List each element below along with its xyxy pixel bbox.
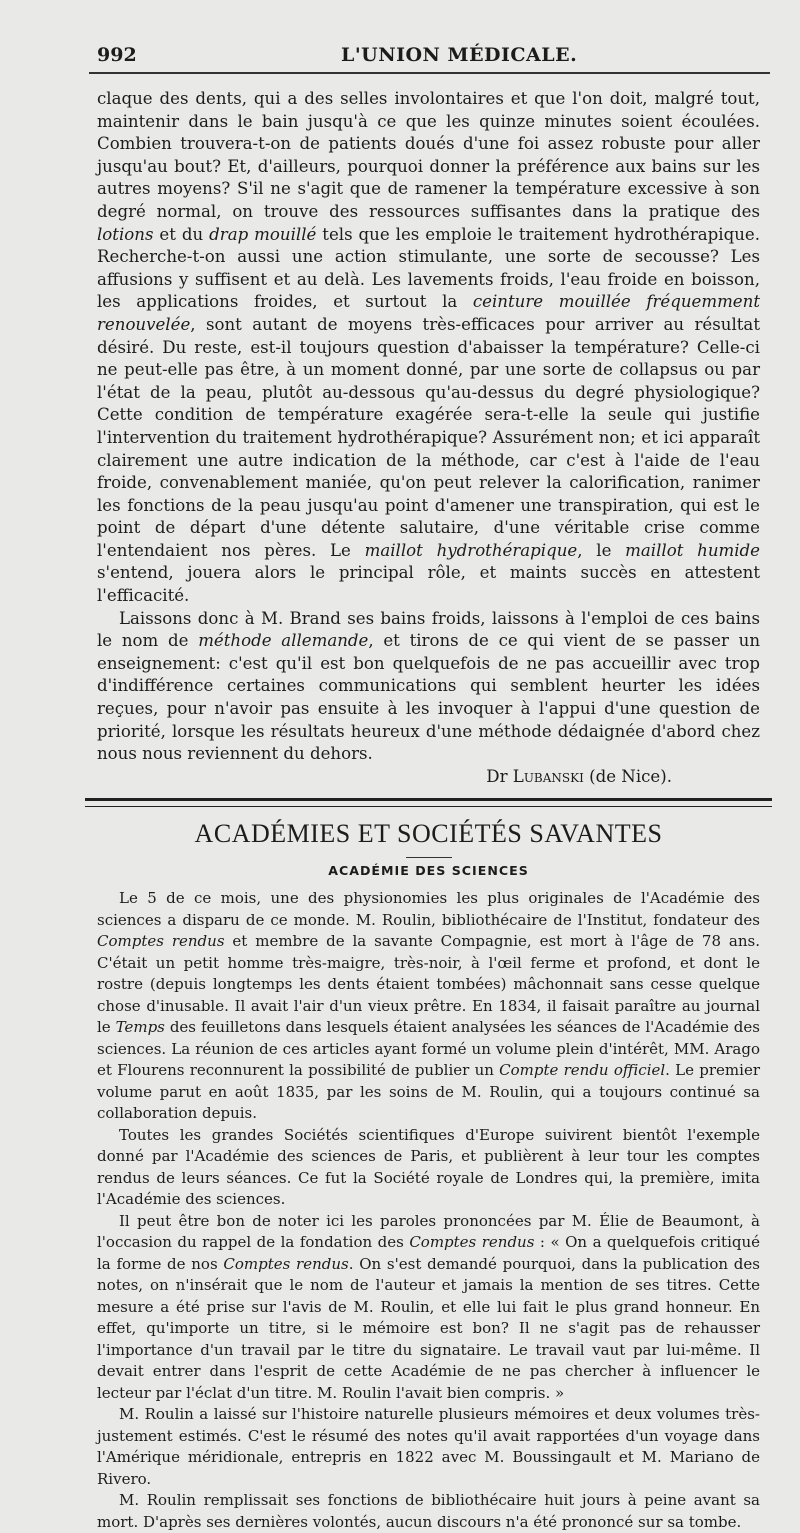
header-rule — [89, 72, 770, 74]
section-title: ACADÉMIES ET SOCIÉTÉS SAVANTES — [194, 819, 663, 849]
page-number: 992 — [97, 44, 137, 66]
academie-paragraph-4: M. Roulin a laissé sur l'histoire naturelle plusieurs mémoires et deux volumes très-justement estimés. C'est le résumé des notes qu'il avait rapportées d'un voyage dans l'Amérique méridionale, entrepris en 1822 avec M. Boussingault et M. Mariano de Rivero. — [97, 1405, 760, 1488]
journal-title: L'UNION MÉDICALE. — [341, 44, 578, 66]
title-rule — [406, 857, 452, 858]
author-signature: Dr Lubanski (de Nice). — [486, 766, 672, 786]
article-paragraph-2: Laissons donc à M. Brand ses bains froids, laissons à l'emploi de ces bains le nom de méthode allemande, et tirons de ce qui vient de se passer un enseignement: c'est qu'il est bon quelquefois de ne pas accueillir avec trop d'indifférence certaines communications qui semblent heurter les idées reçues, pour n'avoir pas ensuite à les invoquer à l'appui d'une question de priorité, lorsque les résultats heureux d'une méthode dédaignée d'abord chez nous nous reviennent du dehors. — [97, 608, 761, 764]
academie-paragraph-1: Le 5 de ce mois, une des physionomies les plus originales de l'Académie des sciences a disparu de ce monde. M. Roulin, bibliothécaire de l'Institut, fondateur des Comptes rendus et membre de la savante Compagnie, est mort à l'âge de 78 ans. C'était un petit homme très-maigre, très-noir, à l'œil ferme et profond, et dont le rostre (depuis longtemps les dents étaient tombées) mâchonnait sans cesse quelque chose d'inusable. Il avait l'air d'un vieux prêtre. En 1834, il faisait paraître au journal le Temps des feuilletons dans lesquels étaient analysées les séances de l'Académie des sciences. La réunion de ces articles ayant formé un volume plein d'intérêt, MM. Arago et Flourens reconnurent la possibilité de publier un Compte rendu officiel. Le premier volume parut en août 1835, par les soins de M. Roulin, qui a toujours continué sa collaboration depuis. — [97, 889, 760, 1123]
academie-paragraph-3: Il peut être bon de noter ici les paroles prononcées par M. Élie de Beaumont, à l'occasion du rappel de la fondation des Comptes rendus : « On a quelquefois critiqué la forme de nos Comptes rendus. On s'est demandé pourquoi, dans la publication des notes, on n'insérait que le nom de l'auteur et jamais la mention de ses titres. Cette mesure a été prise sur l'avis de M. Roulin, et elle lui fait le plus grand honneur. En effet, qu'importe un titre, si le mémoire est bon? Il ne s'agit pas de rehausser l'importance d'un travail par le titre du signataire. Le travail vaut par lui-même. Il devait entrer dans l'esprit de cette Académie de ne pas chercher à influencer le lecteur par l'éclat d'un titre. M. Roulin l'avait bien compris. » — [97, 1211, 761, 1402]
running-header — [97, 0, 760, 76]
section-divider — [85, 798, 772, 807]
article-body — [97, 88, 760, 788]
article-paragraph-1: claque des dents, qui a des selles involontaires et que l'on doit, malgré tout, maintenir dans le bain jusqu'à ce que les quinze minutes soient écoulées. Combien trouvera-t-on de patients doués d'une foi assez robuste pour aller jusqu'au bout? Et, d'ailleurs, pourquoi donner la préférence aux bains sur les autres moyens? S'il ne s'agit que de ramener la température excessive à son degré normal, on trouve des ressources suffisantes dans la pratique des lotions et du drap mouillé tels que les emploie le traitement hydrothérapique. Recherche-t-on aussi une action stimulante, une sorte de secousse? Les affusions y suffisent et au delà. Les lavements froids, l'eau froide en boisson, les applications froides, et surtout la ceinture mouillée fréquemment renouvelée, sont autant de moyens très-efficaces pour arriver au résultat désiré. Du reste, est-il toujours question d'abaisser la température? Celle-ci ne peut-elle pas être, à un moment donné, par une sorte de collapsus ou par l'état de la peau, plutôt au-dessous qu'au-dessus du degré physiologique? Cette condition de température exagérée sera-t-elle la seule qui justifie l'intervention du traitement hydrothérapique? Assurément non; et ici apparaît clairement une autre indication de la méthode, car c'est à l'aide de l'eau froide, convenablement maniée, qu'on peut relever la calorification, ranimer les fonctions de la peau jusqu'au point d'amener une transpiration, qui est le point de départ d'une détente salutaire, d'une véritable crise comme l'entendaient nos pères. Le maillot hydrothérapique, le maillot humide s'entend, jouera alors le principal rôle, et maints succès en attestent l'efficacité. — [97, 89, 760, 606]
academie-body — [97, 888, 760, 1533]
academie-paragraph-5: M. Roulin remplissait ses fonctions de bibliothécaire huit jours à peine avant sa mort. D'après ses dernières volontés, aucun discours n'a été prononcé sur sa tombe. — [97, 1491, 760, 1531]
section-subtitle: ACADÉMIE DES SCIENCES — [328, 863, 529, 879]
academie-paragraph-2: Toutes les grandes Sociétés scientifiques d'Europe suivirent bientôt l'exemple donné par l'Académie des sciences de Paris, et publièrent à leur tour les comptes rendus de leurs séances. Ce fut la Société royale de Londres qui, la première, imita l'Académie des sciences. — [97, 1125, 760, 1209]
